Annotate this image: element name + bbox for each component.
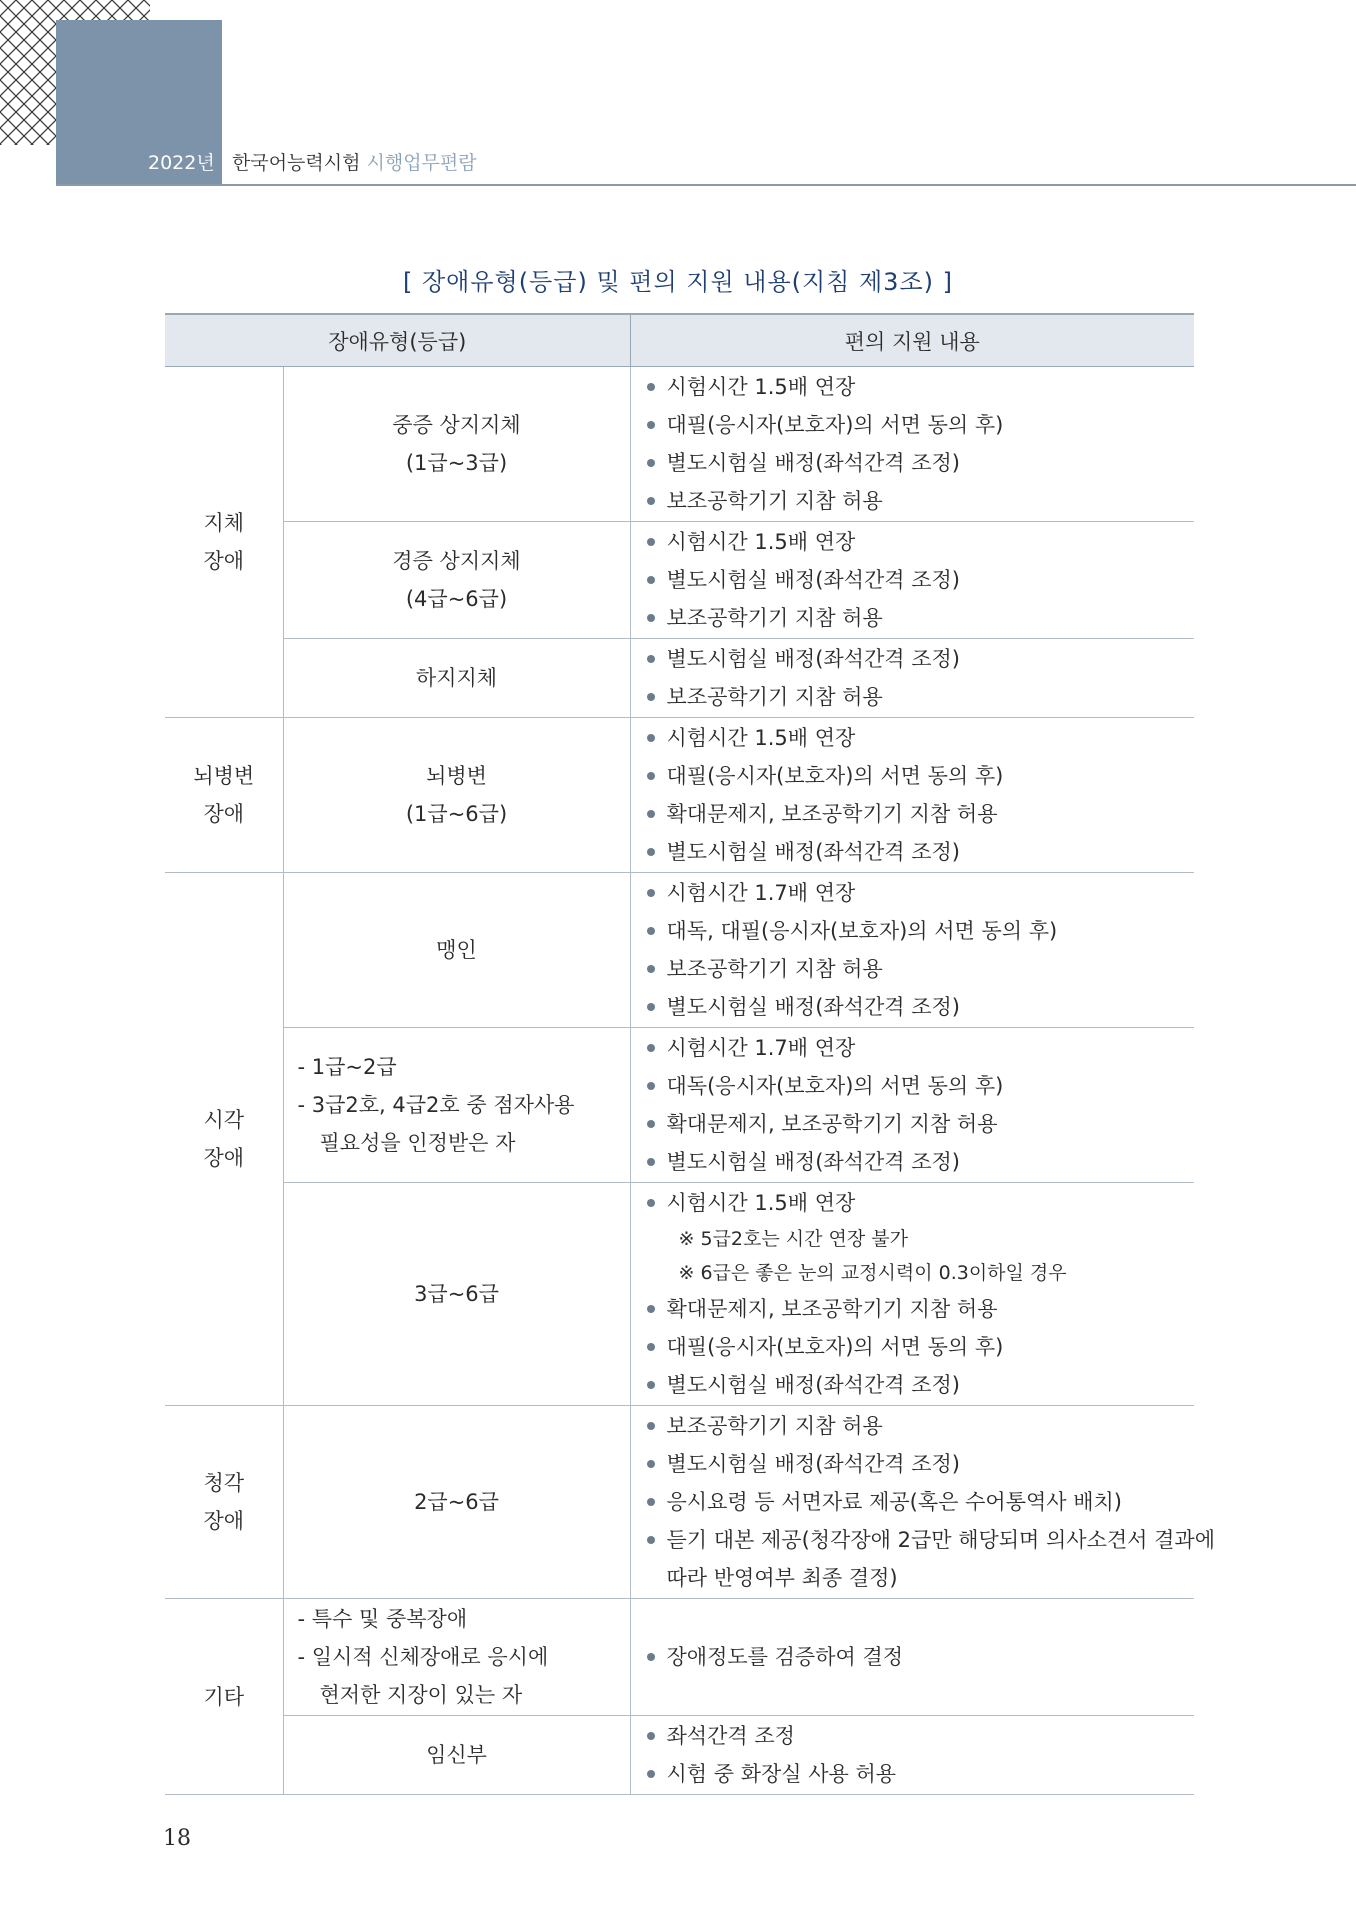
- table-row: [165, 1183, 1194, 1406]
- page-number: 18: [163, 1826, 191, 1851]
- table-row: [165, 639, 1194, 718]
- table-row: [165, 522, 1194, 639]
- category-cell: [165, 1406, 283, 1599]
- support-cell: [630, 522, 1194, 639]
- grade-cell: [283, 522, 630, 639]
- support-item: 보조공학기기 지참 허용: [645, 678, 1194, 716]
- grade-label: 맹인: [436, 938, 477, 962]
- grade-label: - 특수 및 중복장애: [297, 1607, 468, 1631]
- category-label: 청각: [203, 1471, 245, 1495]
- category-label: 장애: [203, 802, 245, 826]
- support-cell: [630, 639, 1194, 718]
- category-label: 뇌병변: [193, 764, 255, 788]
- support-item: 별도시험실 배정(좌석간격 조정): [645, 1445, 1194, 1483]
- grade-label: 2급~6급: [414, 1490, 499, 1514]
- grade-label: 경증 상지지체: [392, 549, 521, 573]
- grade-cell: [283, 1716, 630, 1795]
- header-subtitle: 시행업무편람: [366, 152, 477, 174]
- grade-label: 3급~6급: [414, 1282, 499, 1306]
- category-cell: [165, 718, 283, 873]
- support-item: 대필(응시자(보호자)의 서면 동의 후): [645, 1328, 1194, 1366]
- disability-support-table: [165, 313, 1215, 1795]
- grade-cell: [283, 1028, 630, 1183]
- support-cell: [630, 1028, 1194, 1183]
- support-item: 시험시간 1.7배 연장: [645, 874, 1194, 912]
- grade-cell: [283, 718, 630, 873]
- grade-label: - 3급2호, 4급2호 중 점자사용: [297, 1093, 575, 1117]
- support-item: 보조공학기기 지참 허용: [645, 950, 1194, 988]
- column-header-type: 장애유형(등급): [165, 314, 630, 367]
- support-note: ※ 6급은 좋은 눈의 교정시력이 0.3이하일 경우: [678, 1262, 1067, 1284]
- support-item: 별도시험실 배정(좌석간격 조정): [645, 1143, 1194, 1181]
- category-cell: [165, 873, 283, 1406]
- support-item: 시험시간 1.5배 연장: [645, 368, 1194, 406]
- column-header-support: 편의 지원 내용: [630, 314, 1194, 367]
- table-row: [165, 1028, 1194, 1183]
- grade-cell: [283, 1599, 630, 1716]
- category-cell: [165, 367, 283, 718]
- support-item-continuation: 따라 반영여부 최종 결정): [666, 1566, 898, 1590]
- grade-cell: [283, 367, 630, 522]
- grade-label: (4급~6급): [405, 587, 508, 611]
- header-year: 2022년: [148, 152, 215, 174]
- grade-label: (1급~3급): [405, 451, 508, 475]
- support-item: 보조공학기기 지참 허용: [645, 482, 1194, 520]
- grade-cell: [283, 873, 630, 1028]
- header-title: [232, 148, 477, 175]
- support-item: 시험시간 1.7배 연장: [645, 1029, 1194, 1067]
- table-caption: [ 장애유형(등급) 및 편의 지원 내용(지침 제3조) ]: [403, 268, 953, 296]
- grade-label: 필요성을 인정받은 자: [319, 1131, 516, 1155]
- category-label: 장애: [203, 1146, 245, 1170]
- support-item: 보조공학기기 지참 허용: [645, 1407, 1194, 1445]
- table-row: [165, 1716, 1194, 1795]
- table-row: [165, 367, 1194, 522]
- support-item: 확대문제지, 보조공학기기 지참 허용: [645, 1290, 1194, 1328]
- support-item: 대필(응시자(보호자)의 서면 동의 후): [645, 406, 1194, 444]
- header-title-main: 한국어능력시험: [232, 152, 361, 174]
- support-item: 확대문제지, 보조공학기기 지참 허용: [645, 795, 1194, 833]
- category-label: 기타: [203, 1684, 245, 1709]
- grade-label: - 일시적 신체장애로 응시에: [297, 1645, 549, 1669]
- support-cell: [630, 1183, 1194, 1406]
- support-item: 별도시험실 배정(좌석간격 조정): [645, 1366, 1194, 1404]
- category-cell: [165, 1599, 283, 1795]
- support-item: 확대문제지, 보조공학기기 지참 허용: [645, 1105, 1194, 1143]
- table-row: [165, 873, 1194, 1028]
- table-row: [165, 718, 1194, 873]
- category-label: 시각: [203, 1108, 245, 1132]
- grade-label: 임신부: [426, 1743, 487, 1767]
- support-item: 장애정도를 검증하여 결정: [645, 1638, 1194, 1676]
- support-item: 시험시간 1.5배 연장: [645, 1184, 1194, 1222]
- grade-cell: [283, 639, 630, 718]
- grade-cell: [283, 1183, 630, 1406]
- category-label: 장애: [203, 1509, 245, 1533]
- grade-label: (1급~6급): [405, 802, 508, 826]
- support-item: 시험 중 화장실 사용 허용: [645, 1755, 1194, 1793]
- support-cell: [630, 1406, 1215, 1599]
- table-row: [165, 1406, 1194, 1599]
- support-item: 듣기 대본 제공(청각장애 2급만 해당되며 의사소견서 결과에: [645, 1521, 1194, 1559]
- support-item: 대필(응시자(보호자)의 서면 동의 후): [645, 757, 1194, 795]
- support-item: 보조공학기기 지참 허용: [645, 599, 1194, 637]
- grade-label: 하지지체: [415, 666, 498, 690]
- grade-label: 현저한 지장이 있는 자: [319, 1683, 523, 1707]
- support-item: 시험시간 1.5배 연장: [645, 719, 1194, 757]
- support-note: ※ 5급2호는 시간 연장 불가: [678, 1228, 908, 1250]
- support-item: 별도시험실 배정(좌석간격 조정): [645, 561, 1194, 599]
- support-cell: [630, 718, 1194, 873]
- support-item: 좌석간격 조정: [645, 1717, 1194, 1755]
- support-item: 별도시험실 배정(좌석간격 조정): [645, 444, 1194, 482]
- support-item: 대독, 대필(응시자(보호자)의 서면 동의 후): [645, 912, 1194, 950]
- category-label: 장애: [203, 549, 245, 573]
- support-item: 별도시험실 배정(좌석간격 조정): [645, 988, 1194, 1026]
- support-cell: [630, 367, 1194, 522]
- grade-cell: [283, 1406, 630, 1599]
- support-item: 별도시험실 배정(좌석간격 조정): [645, 640, 1194, 678]
- support-item: 별도시험실 배정(좌석간격 조정): [645, 833, 1194, 871]
- category-label: 지체: [203, 511, 245, 535]
- grade-label: 중증 상지지체: [392, 413, 521, 437]
- support-cell: [630, 873, 1194, 1028]
- support-cell: [630, 1599, 1194, 1716]
- support-item: 시험시간 1.5배 연장: [645, 523, 1194, 561]
- table-row: [165, 1599, 1194, 1716]
- support-cell: [630, 1716, 1194, 1795]
- support-item: 대독(응시자(보호자)의 서면 동의 후): [645, 1067, 1194, 1105]
- table-header-row: [165, 314, 1194, 367]
- grade-label: - 1급~2급: [297, 1055, 397, 1079]
- support-item: 응시요령 등 서면자료 제공(혹은 수어통역사 배치): [645, 1483, 1194, 1521]
- header-rule: [56, 184, 1356, 186]
- grade-label: 뇌병변: [426, 764, 487, 788]
